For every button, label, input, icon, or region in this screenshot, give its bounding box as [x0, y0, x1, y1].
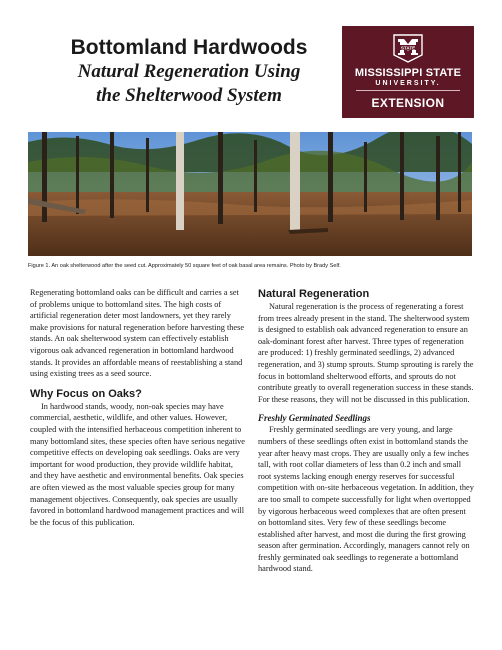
seal-text: STATE [400, 45, 416, 51]
msu-seal-icon [391, 33, 425, 63]
logo-divider [356, 90, 460, 91]
page-title: Bottomland Hardwoods [70, 36, 308, 59]
figure-caption: Figure 1. An oak shelterwood after the seed cut. Approximately 50 square feet of oak basal area remains. Photo by Brady Self. [28, 263, 341, 269]
logo-name: MISSISSIPPI STATE [354, 67, 462, 79]
heading-why-focus-on-oaks: Why Focus on Oaks? [30, 387, 142, 400]
msu-extension-logo [342, 26, 474, 118]
seedlings-paragraph: Freshly germinated seedlings are very young, and large numbers of these seedlings often exist in bottomland stands the year after heavy mast crops. They are usually only a few inches tall, with root collar diameters of less than 0.2 inch and small root systems lacking enough energy reserves for successful competition with on-site herbaceous vegetation. In addition, they are too small to compete successfully for light when overtopped by vigorous herbaceous weed complexes that are often present on bottomland sites. Very few of these seedlings become established after harvest, and most die during the first growing season after germination. Accordingly, managers cannot rely on freshly germinated oak seedlings to regenerate a bottomland hardwood stand. [258, 425, 474, 574]
title-block [46, 36, 332, 108]
page-subtitle-line-2: the Shelterwood System [96, 85, 282, 106]
natural-regeneration-paragraph: Natural regeneration is the process of regenerating a forest from trees already present in the stand. The shelterwood system is designed to establish oak advanced regeneration to ensure an oak-dominant forest after harvest. Three types of regeneration are produced: 1) freshly germinated seedlings, 2) advanced regeneration, and 3) stump sprouts. Stump sprouting is rarely the focus in bottomland shelterwood efforts, and sprouts do not contribute greatly to overall regeneration success in these stands. For these reasons, they will not be discussed in this publication. [258, 302, 474, 404]
intro-paragraph: Regenerating bottomland oaks can be difficult and carries a set of problems unique to bottomland sites. The high costs of artificial regeneration deter most landowners, yet they rarely make provisions for natural regeneration before harvesting these stands. An oak shelterwood system can effectively establish vigorous oak advanced regeneration in bottomland hardwood stands. It provides an affordable means of reestablishing a stand using existing trees as a seed source. [30, 288, 245, 379]
heading-natural-regeneration: Natural Regeneration [258, 288, 370, 300]
forest-photo-illustration [28, 132, 472, 256]
logo-university: UNIVERSITY. [375, 80, 441, 87]
why-oaks-paragraph: In hardwood stands, woody, non-oak species may have commercial, aesthetic, wildlife, and other values. However, coupled with the intensified herbaceous competition inherent to many bottomland sites, these species often have serious negative competitive effects on developing oak seedlings. Oaks are very important for wood production, they provide wildlife habitat, and they have aesthetic and environmental benefits. Oak species are often viewed as the most valuable species group for many management objectives. Consequently, oak species are usually favored in bottomland hardwood management practices and will be the focus of this publication. [30, 401, 245, 527]
page-subtitle-line-1: Natural Regeneration Using [77, 61, 301, 82]
oak-shelterwood-photo [28, 132, 472, 256]
subheading-freshly-germinated-seedlings: Freshly Germinated Seedlings [258, 413, 371, 424]
right-column [258, 287, 474, 575]
logo-extension: EXTENSION [371, 96, 445, 110]
left-column [30, 287, 246, 528]
